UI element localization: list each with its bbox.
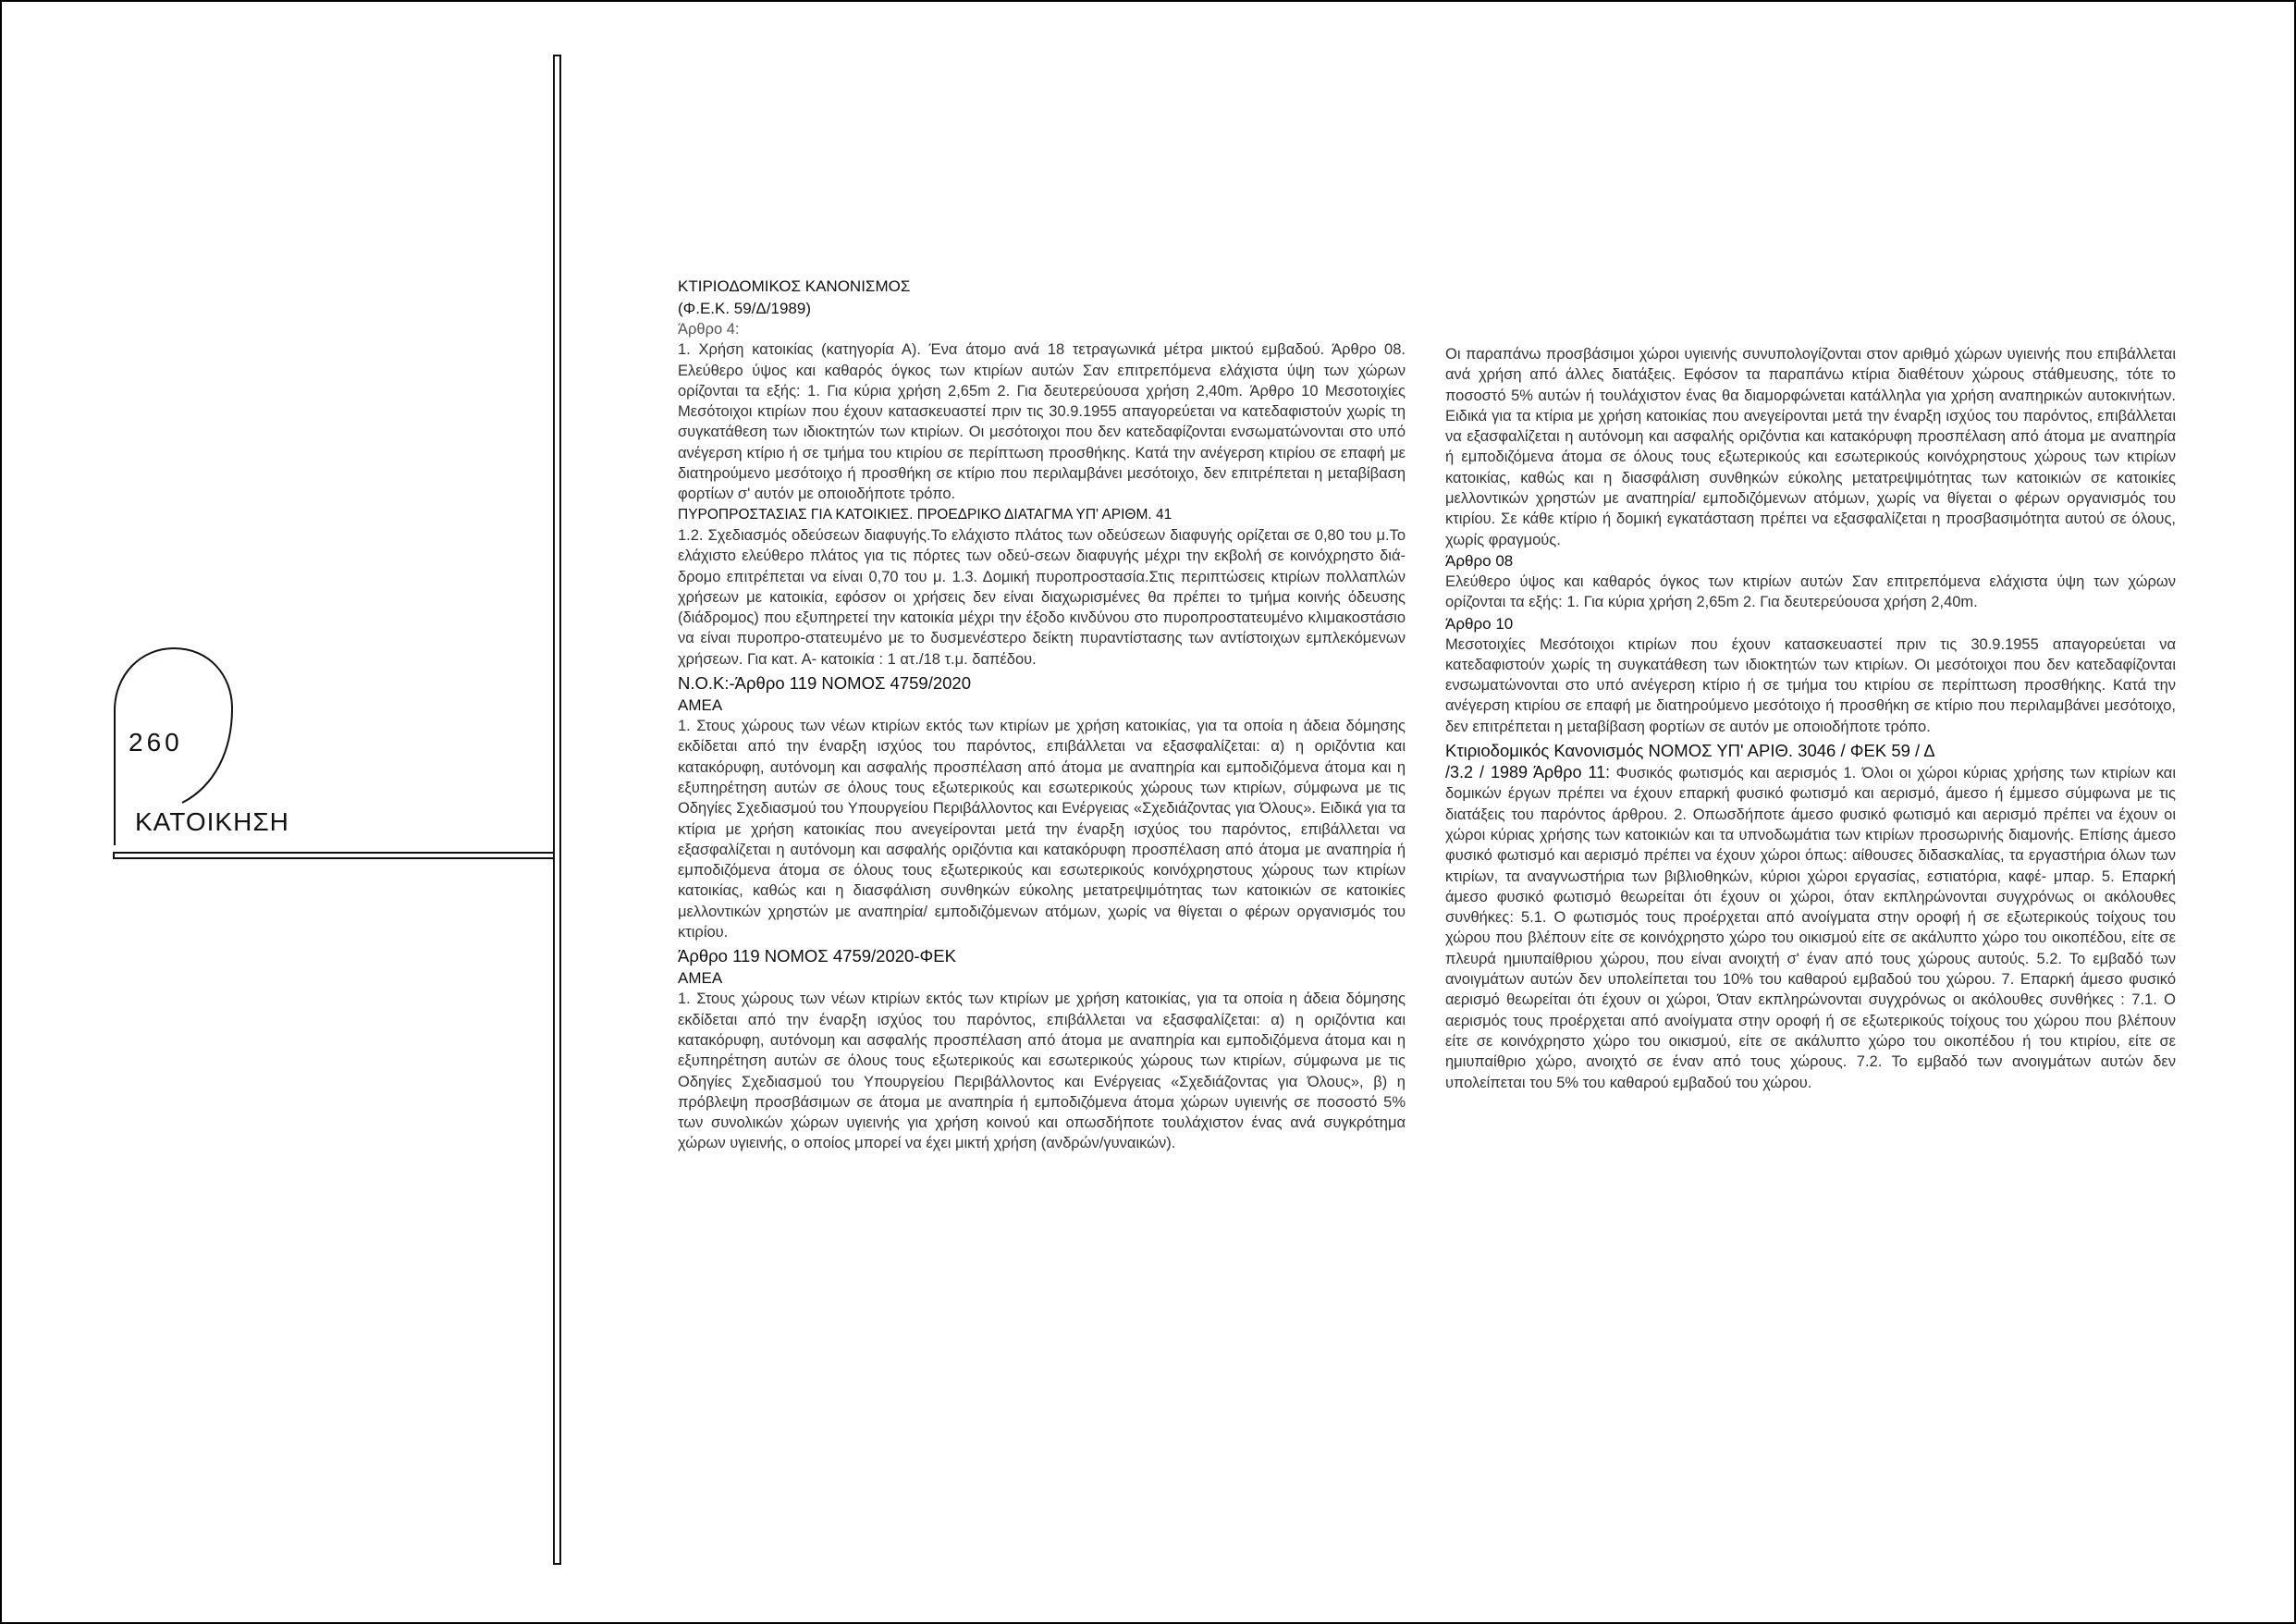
fek-text: 1. Στους χώρους των νέων κτιρίων εκτός των κτιρίων με χρήση κατοικίας, για τα οποία η άδεια δόμησης εκδίδεται από την έναρξη ισχύος του παρόντος, επιβάλλεται να εξασφαλίζεται: α) η οριζόντια και κατακόρυφη, αυτόνομη και ασφαλής προσπέλαση από άτομα με αναπηρία και εμποδιζόμενα άτομα και η εξυπηρέτηση αυτών σε όλους τους εξωτερικούς και εσωτερικούς χώρους των κτιρίων, σύμφωνα με τις Οδηγίες Σχεδιασμού του Υπουργείου Περιβάλλοντος και Ενέργειας «Σχεδιάζοντας για Όλους», β) η πρόβλεψη προσβάσιμων σε άτομα με αναπηρία ή εμποδιζόμενα άτομα χώρων υγιεινής σε ποσοστό 5% των συνολικών χώρων υγιεινής για χρήση κοινού και οπωσδήποτε τουλάχιστον ένας ανά συγκρότημα χώρων υγιεινής, ο οποίος μπορεί να έχει μικτή χρήση (ανδρών/γυναικών). <box>678 990 1406 1152</box>
fire-protection-text: 1.2. Σχεδιασμός οδεύσεων διαφυγής.Το ελάχιστο πλάτος των οδεύσεων διαφυγής ορίζεται σε 0,80 του μ.Το ελάχιστο ελεύθερο πλάτος για τις πόρτες των οδεύ-σεων διαφυγής μέχρι την εκβολή σε κοινόχρηστο διά-δρομο επιτρέπεται να είναι 0,70 του μ. 1.3. Δομική πυροπροστασία.Στις περιπτώσεις κτιρίων πολλαπλών χρήσεων με κατοικία, εφόσον οι χρήσεις δεν είναι διαχωρισμένες θα πρέπει το τμήμα κοινής όδευσης (διάδρομος) που εξυπηρετεί την κατοικία μέχρι την έξοδο κινδύνου στο πυροπροστατευμένο κλιμακοστάσιο να είναι πυροπρο-στατευμένο με το δυσμενέστερο δείκτη πυραντίστασης των αντίστοιχων εμπλεκόμενων χρήσεων. Για κατ. Α- κατοικία : 1 ατ./18 τ.μ. δαπέδου. <box>678 526 1406 668</box>
nok-text: 1. Στους χώρους των νέων κτιρίων εκτός των κτιρίων με χρήση κατοικίας, για τα οποία η άδεια δόμησης εκδίδεται από την έναρξη ισχύος του παρόντος, επιβάλλεται να εξασφαλίζεται: α) η οριζόντια και κατακόρυφη, αυτόνομη και ασφαλής προσπέλαση από άτομα με αναπηρία και εμποδιζόμενα άτομα και η εξυπηρέτηση αυτών σε όλους τους εξωτερικούς και εσωτερικούς χώρους των κτιρίων, σύμφωνα με τις Οδηγίες Σχεδιασμού του Υπουργείου Περιβάλλοντος και Ενέργειας «Σχεδιάζοντας για Όλους». Ειδικά για τα κτίρια με χρήση κατοικίας που ανεγείρονται μετά την έναρξη ισχύος του παρόντος, επιβάλλεται να εξασφαλίζεται η αυτόνομη και ασφαλής οριζόντια και κατακόρυφη προσπέλαση από άτομα με αναπηρία ή εμποδιζόμενα άτομα σε όλους τους εξωτερικούς και εσωτερικούς κοινόχρηστους χώρους των κτιρίων κατοικίας, καθώς και η διασφάλιση συνθηκών εύκολης μετατρεψιμότητας των κατοικιών σε κατοικίες μελλοντικών χρηστών με αναπηρία/ εμποδιζόμενων ατόμων, χωρίς να θίγεται ο φέρων οργανισμός του κτιρίου. <box>678 718 1406 941</box>
nok-heading: Ν.Ο.Κ:-Άρθρο 119 ΝΟΜΟΣ 4759/2020 <box>678 673 971 694</box>
nok-subheading: ΑΜΕΑ <box>678 696 723 715</box>
article-08-label: Άρθρο 08 <box>1445 551 1514 570</box>
article-4-text: 1. Χρήση κατοικίας (κατηγορία Α). Ένα άτομο ανά 18 τετραγωνικά μέτρα μικτού εμβαδού. Άρθρο 08. Ελεύθερο ύψος και καθαρός όγκος των κτιρίων αυτών Σαν επιτρεπόμενα ελάχιστα ύψη των χώρων ορίζονται τα εξής: 1. Για κύρια χρήση 2,65m 2. Για δευτερεύουσα χρήση 2,40m. Άρθρο 10 Μεσοτοιχίες Μεσότοιχοι κτιρίων που έχουν κατασκευαστεί πριν τις 30.9.1955 απαγορεύεται να κατεδαφιστούν χωρίς τη συγκατάθεση των ιδιοκτητών των κτιρίων. Οι μεσότοιχοι που δεν κατεδαφίζονται ενσωματώνονται στο υπό ανέγερση κτίριο ή σε τμήμα του κτιρίου σε περίπτωση προσθήκης. Κατά την ανέγερση κτιρίου σε επαφή με διατηρούμενο μεσότοιχο ή προσθήκη σε κτίριο που περιλαμβάνει μεσότοιχο, δεν επιτρέπεται η μεταβίβαση φορτίων σ' αυτόν με οποιοδήποτε τρόπο. <box>678 341 1406 503</box>
page-number: 260 <box>129 728 183 757</box>
building-code-heading: Κτιριοδομικός Κανονισμός ΝΟΜΟΣ ΥΠ' ΑΡΙΘ. 3046 / ΦΕΚ 59 / Δ <box>1445 741 1935 761</box>
left-text-column <box>678 276 1406 1154</box>
horizontal-divider <box>114 853 555 858</box>
fire-protection-heading: ΠΥΡΟΠΡΟΣΤΑΣΙΑΣ ΓΙΑ ΚΑΤΟΙΚΙΕΣ. ΠΡΟΕΔΡΙΚΟ ΔΙΑΤΑΓΜΑ ΥΠ' ΑΡΙΘΜ. 41 <box>678 506 1173 523</box>
article-11-label: /3.2 / 1989 Άρθρο 11: <box>1445 763 1611 782</box>
document-fek: (Φ.Ε.Κ. 59/Δ/1989) <box>678 299 811 317</box>
article-10-label: Άρθρο 10 <box>1445 614 1514 633</box>
article-10-text: Μεσοτοιχίες Μεσότοιχοι κτιρίων που έχουν κατασκευαστεί πριν τις 30.9.1955 απαγορεύεται να κατεδαφιστούν χωρίς τη συγκατάθεση των ιδιοκτητών των κτιρίων. Οι μεσότοιχοι που δεν κατεδαφίζονται ενσωματώνονται στο υπό ανέγερση κτίριο ή σε τμήμα του κτιρίου σε περίπτωση προσθήκης. Κατά την ανέγερση κτιρίου σε επαφή με διατηρούμενο μεσότοιχο ή προσθήκη σε κτίριο που περιλαμβάνει μεσότοιχο, δεν επιτρέπεται η μεταβίβαση φορτίων σε αυτόν με οποιοδήποτε τρόπο. <box>1445 635 2176 735</box>
fek-heading: Άρθρο 119 ΝΟΜΟΣ 4759/2020-ΦΕΚ <box>678 946 956 966</box>
article-08-text: Ελεύθερο ύψος και καθαρός όγκος των κτιρίων αυτών Σαν επιτρεπόμενα ελάχιστα ύψη των χώρων ορίζονται τα εξής: 1. Για κύρια χρήση 2,65m 2. Για δευτερεύουσα χρήση 2,40m. <box>1445 572 2176 611</box>
article-11-text: Φυσικός φωτισμός και αερισμός 1. Όλοι οι χώροι κύριας χρήσης των κτιρίων και δομικών έργων πρέπει να έχουν επαρκή φυσικό φωτισμό και αερισμό, άμεσο ή έμμεσο σύμφωνα με τις διατάξεις του παρόντος άρθρου. 2. Οπωσδήποτε άμεσο φυσικό φωτισμό και αερισμό πρέπει να έχουν οι χώροι κύριας χρήσης των κατοικιών και τα υπνοδωμάτια των κτιρίων προσωρινής διαμονής. Επίσης άμεσο φυσικό φωτισμό και αερισμό πρέπει να έχουν χώροι όπως: αίθουσες διδασκαλίας, τα εργαστήρια όλων των κτιρίων, τα αναγνωστήρια των βιβλιοθηκών, κύριοι χώροι εργασίας, εστιατόρια, καφέ- μπαρ. 5. Επαρκή άμεσο φυσικό φωτισμό θεωρείται ότι έχουν οι χώροι, όταν εκπληρώνονται συγχρόνως οι ακόλουθες συνθήκες: 5.1. Ο φωτισμός τους προέρχεται από ανοίγματα στην οροφή ή σε εξωτερικούς τοίχους του χώρου που βλέπουν είτε σε κοινόχρηστο χώρο του οικισμού είτε σε ακάλυπτο χώρο του οικοπέδου, είτε σε πλευρά ημιυπαίθριου χώρου, που είναι ανοιχτή σ' έναν από τους χώρους αυτούς. 5.2. Το εμβαδό των ανοιγμάτων αυτών δεν υπολείπεται του 10% του καθαρού εμβαδού του χώρου. 7. Επαρκή άμεσο φυσικό αερισμό θεωρείται ότι έχουν οι χώροι, Όταν εκπληρώνονται συγχρόνως οι ακόλουθες συνθήκες : 7.1. Ο αερισμός τους προέρχεται από ανοίγματα στην οροφή ή σε εξωτερικούς τοίχους του χώρου που βλέπουν είτε σε κοινόχρηστο χώρο του οικισμού, είτε σε ακάλυπτο χώρο του οικοπέδου ή του κτιρίου, είτε σε ημιυπαίθριο χώρο, ανοιχτό σε έναν από τους χώρους. 7.2. Το εμβαδό των ανοιγμάτων αυτών δεν υπολείπεται του 5% του καθαρού εμβαδού του χώρου. <box>1445 765 2176 1091</box>
section-title: ΚΑΤΟΙΚΗΣΗ <box>135 807 289 836</box>
fek-subheading: ΑΜΕΑ <box>678 969 723 988</box>
article-4-label: Άρθρο 4: <box>678 321 740 338</box>
accessibility-text: Οι παραπάνω προσβάσιμοι χώροι υγιεινής συνυπολογίζονται στον αριθμό χώρων υγιεινής που επιβάλλεται ανά χρήση από άλλες διατάξεις. Εφόσον τα παραπάνω κτίρια διαθέτουν χώρους στάθμευσης, τότε το ποσοστό 5% αυτών ή τουλάχιστον ένας θα διαμορφώνεται κατάλληλα για χρήση αναπηρικών αυτοκινήτων. Ειδικά για τα κτίρια με χρήση κατοικίας που ανεγείρονται μετά την έναρξη ισχύος του παρόντος, επιβάλλεται να εξασφαλίζεται η αυτόνομη και ασφαλής οριζόντια και κατακόρυφη προσπέλαση από άτομα με αναπηρία ή εμποδιζόμενα άτομα σε όλους τους εξωτερικούς και εσωτερικούς κοινόχρηστους χώρους των κτιρίων κατοικίας, καθώς και η διασφάλιση συνθηκών εύκολης μετατρεψιμότητας των κατοικιών σε κατοικίες μελλοντικών χρηστών με αναπηρία/ εμποδιζόμενων ατόμων, χωρίς να θίγεται ο φέρων οργανισμός του κτιρίου. Σε κάθε κτίριο ή δομική εγκατάσταση πρέπει να εξασφαλίζεται η προσβασιμότητα αυτού σε όλους, χωρίς φραγμούς. <box>1445 346 2176 548</box>
article-11-paragraph <box>1445 762 2176 1093</box>
document-title: ΚΤΙΡΙΟΔΟΜΙΚΟΣ ΚΑΝΟΝΙΣΜΟΣ <box>678 277 911 295</box>
right-text-column <box>1445 344 2176 1093</box>
vertical-divider <box>554 55 560 1564</box>
